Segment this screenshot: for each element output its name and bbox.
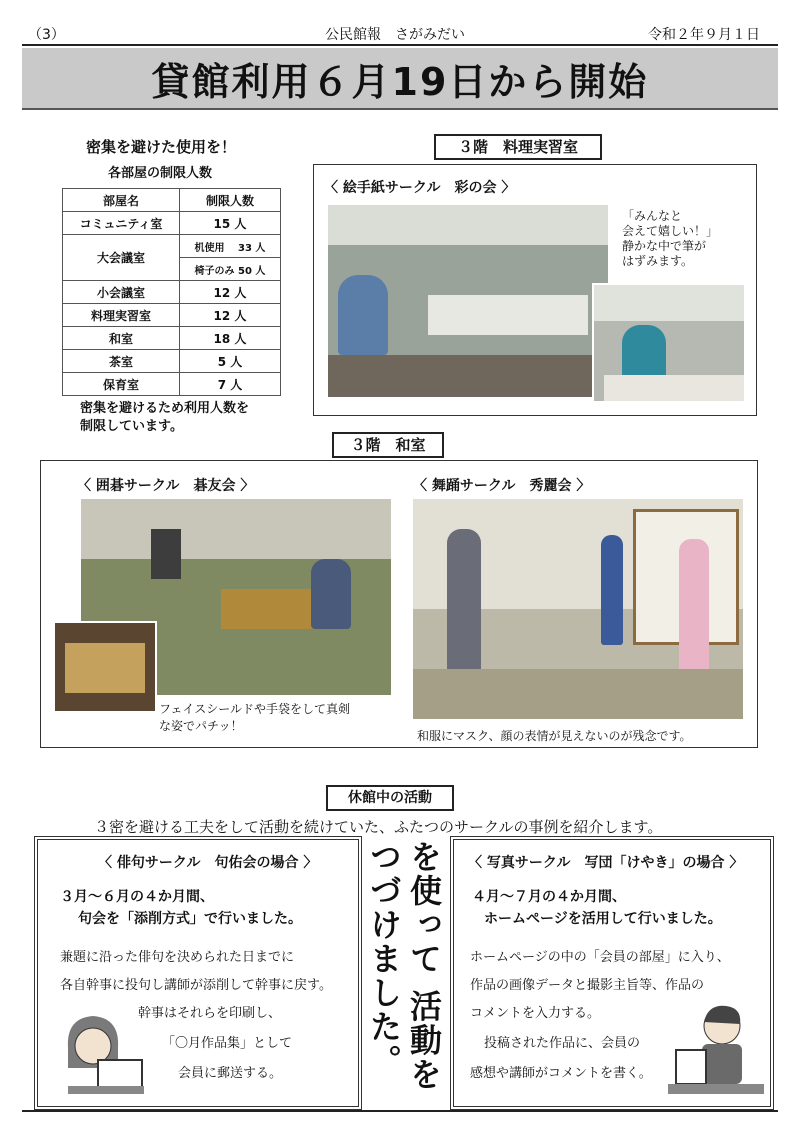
limits-table	[62, 188, 281, 396]
woman-laptop-illustration	[48, 998, 148, 1098]
dance-photo	[413, 499, 743, 719]
go-board-photo	[53, 621, 157, 713]
photo-body-5: 感想や講師がコメントを書く。	[470, 1066, 652, 1081]
table-row	[63, 350, 281, 373]
col-room: 部屋名	[63, 189, 180, 212]
go-caption	[159, 701, 350, 735]
dance-circle-title: 〈 舞踊サークル 秀麗会 〉	[413, 478, 591, 494]
limits-note-1: 密集を避けるため利用人数を	[80, 401, 250, 416]
quote-line: はずみます。	[622, 254, 694, 268]
egami-circle-title: 〈 絵手紙サークル 彩の会 〉	[324, 180, 516, 196]
room-limit: 12 人	[180, 281, 281, 304]
table-row	[63, 304, 281, 327]
room-limit: 椅子のみ 50 人	[180, 258, 281, 281]
quote-line: 会えて嬉しい！」	[622, 224, 719, 238]
room-name: 料理実習室	[63, 304, 180, 327]
room-name: 和室	[63, 327, 180, 350]
haiku-lead-1: ３月～６月の４か月間、	[60, 889, 214, 905]
photo-lead-2: ホームページを活用して行いました。	[484, 911, 722, 927]
washitsu-frame	[40, 460, 758, 748]
caption-line: な姿でパチッ！	[159, 719, 243, 733]
room-limit: 15 人	[180, 212, 281, 235]
page-number: （3）	[28, 27, 65, 43]
vertical-line-1: を使って	[405, 840, 443, 976]
table-row	[63, 373, 281, 396]
photo-body-1: ホームページの中の「会員の部屋」に入り、	[470, 950, 730, 965]
limits-subheading: 各部屋の制限人数	[108, 166, 213, 181]
issue-date: 令和２年９月１日	[648, 27, 760, 43]
vertical-line-2: 活動をつづけました。	[365, 840, 443, 1092]
room-name: 小会議室	[63, 281, 180, 304]
egami-photo-2	[592, 283, 746, 403]
page-title: 貸館利用６月19日から開始	[151, 59, 649, 104]
photo-circle-title: 〈 写真サークル 写団「けやき」の場合 〉	[468, 855, 744, 871]
room-name: 大会議室	[63, 235, 180, 281]
col-limit: 制限人数	[180, 189, 281, 212]
cooking-frame	[313, 164, 757, 416]
haiku-body-5: 会員に郵送する。	[178, 1066, 283, 1081]
table-row	[63, 212, 281, 235]
haiku-body-4: 「〇月作品集」として	[162, 1036, 293, 1051]
dance-caption: 和服にマスク、顔の表情が見えないのが残念です。	[417, 729, 692, 743]
photo-body-3: コメントを入力する。	[470, 1006, 601, 1021]
haiku-body-1: 兼題に沿った俳句を決められた日までに	[60, 950, 295, 965]
haiku-title: 〈 俳句サークル 句佑会の場合 〉	[98, 855, 318, 871]
cooking-room-label: ３階 料理実習室	[434, 134, 602, 160]
haiku-box	[34, 836, 362, 1110]
table-row	[63, 281, 281, 304]
washitsu-label: ３階 和室	[332, 432, 444, 458]
photo-circle-box	[450, 836, 774, 1110]
photo-body-2: 作品の画像データと撮影主旨等、作品の	[470, 978, 705, 993]
haiku-body-2: 各自幹事に投句し講師が添削して幹事に戻す。	[60, 978, 332, 993]
haiku-lead-2: 句会を「添削方式」で行いました。	[78, 911, 302, 927]
room-limit: 机使用 33 人	[180, 235, 281, 258]
footer-divider	[22, 1110, 778, 1112]
title-banner	[22, 48, 778, 110]
room-limit: 5 人	[180, 350, 281, 373]
newsletter-name: 公民館報 さがみだい	[325, 27, 465, 43]
closed-intro: ３密を避ける工夫をして活動を続けていた、ふたつのサークルの事例を紹介します。	[94, 818, 663, 836]
limits-heading: 密集を避けた使用を！	[86, 138, 237, 156]
room-limit: 12 人	[180, 304, 281, 327]
room-limit: 18 人	[180, 327, 281, 350]
quote-line: 「みんなと	[622, 209, 683, 223]
quote-line: 静かな中で筆が	[622, 239, 707, 253]
room-limit: 7 人	[180, 373, 281, 396]
room-name: 茶室	[63, 350, 180, 373]
header-divider	[22, 44, 778, 46]
egami-photo-1	[328, 205, 608, 397]
table-row	[63, 235, 281, 258]
caption-line: フェイスシールドや手袋をして真剣	[159, 702, 351, 716]
photo-lead-1: ４月～７月の４か月間、	[472, 889, 626, 905]
man-computer-illustration	[668, 998, 764, 1098]
room-name: 保育室	[63, 373, 180, 396]
room-name: コミュニティ室	[63, 212, 180, 235]
go-circle-title: 〈 囲碁サークル 碁友会 〉	[77, 478, 255, 494]
photo-body-4: 投稿された作品に、会員の	[484, 1036, 641, 1051]
limits-note-2: 制限しています。	[80, 419, 183, 434]
haiku-body-3: 幹事はそれらを印刷し、	[138, 1006, 282, 1021]
egami-quote	[622, 209, 718, 269]
table-row	[63, 327, 281, 350]
closed-activities-label: 休館中の活動	[326, 785, 454, 811]
